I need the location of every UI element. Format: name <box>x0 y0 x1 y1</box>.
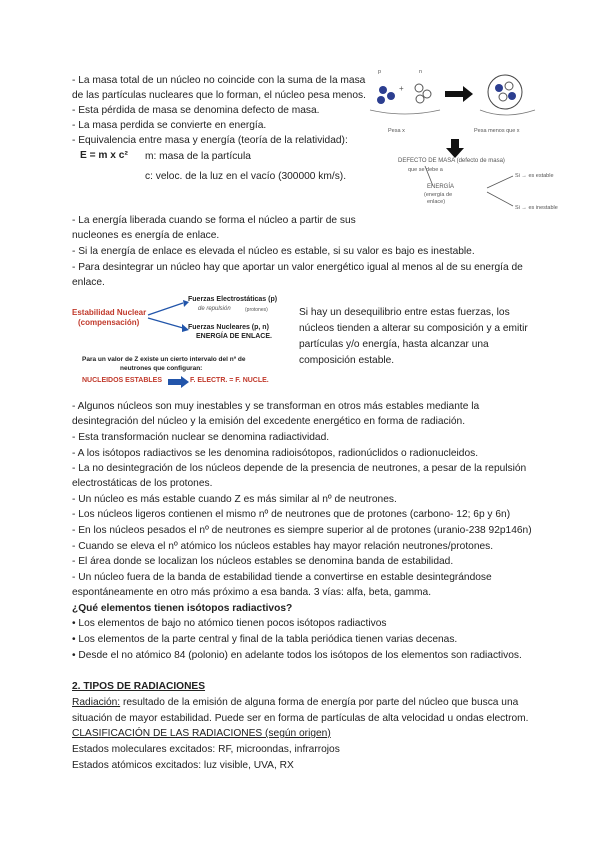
equivalence-arrow <box>168 376 190 388</box>
p-label: p <box>378 69 382 75</box>
body-line-8: - Los núcleos ligeros contienen el mismo nº de neutrones que de protones (carbono- 12; 6p y 6n) <box>72 509 511 520</box>
classification-item-2: Estados atómicos excitados: luz visible, UVA, RX <box>72 760 294 771</box>
proton-dot <box>508 92 516 100</box>
bullet-3: • Desde el no atómico 84 (polonio) en adelante todos los isótopos de los elementos son radiactivos. <box>72 650 522 661</box>
body-line-4: - A los isótopos radiactivos se les denomina radioisótopos, radionúclidos o radionucleidos. <box>72 448 479 459</box>
body-line-6: electrostáticas de los protones. <box>72 478 213 489</box>
neutron-dot <box>416 95 424 103</box>
mass-defect-label: DEFECTO DE MASA (defecto de masa) <box>398 158 505 164</box>
body-line-12: - Un núcleo fuera de la banda de estabilidad tiende a convertirse en estable desintegrándose <box>72 572 492 583</box>
stability-sub: (compensación) <box>78 318 140 327</box>
radiation-def-label: Radiación: <box>72 697 121 708</box>
formula-c-desc: c: veloc. de la luz en el vacío (300000 km/s). <box>145 171 347 182</box>
separate-mass-label: Pesa x <box>388 128 405 134</box>
body-line-5: - La no desintegración de los núcleos depende de la presencia de neutrones, a pesar de la repulsión <box>72 463 527 474</box>
body-line-11: - El área donde se localizan los núcleos estables se denomina banda de estabilidad. <box>72 556 454 567</box>
branch-unstable: Si → es inestable <box>515 205 558 211</box>
neutron-dot <box>423 90 431 98</box>
bracket-left <box>370 110 440 114</box>
stability-desc-2: núcleos tienden a alterar su composición y a emitir <box>299 323 528 334</box>
force-electrostatic: Fuerzas Electrostáticas (p) <box>188 296 278 303</box>
bullet-2: • Los elementos de la parte central y final de la tabla periódica tienen varias decenas. <box>72 634 458 645</box>
force-electrostatic-note: de repulsión <box>198 306 231 312</box>
plus-sign: + <box>399 84 404 93</box>
mass-defect-note: que se debe a <box>408 167 443 173</box>
proton-dot <box>379 86 387 94</box>
intro-line-3: - Esta pérdida de masa se denomina defecto de masa. <box>72 105 320 116</box>
bracket-right <box>480 110 535 115</box>
stability-desc-4: composición estable. <box>299 355 395 366</box>
stability-desc-1: Si hay un desequilibrio entre estas fuerzas, los <box>299 307 510 318</box>
stability-note-2: neutrones que configuran: <box>120 365 203 372</box>
arrow-line <box>487 192 513 206</box>
intro-line-5: - Equivalencia entre masa y energía (teoría de la relatividad): <box>72 135 348 146</box>
stability-title: Estabilidad Nuclear <box>72 308 147 317</box>
arrow-up-line <box>148 303 183 315</box>
nucleus-mass-label: Pesa menos que x <box>474 128 520 134</box>
energy-line-2: nucleones es energía de enlace. <box>72 230 220 241</box>
energy-sub-2: enlace) <box>427 199 446 205</box>
energy-sub-1: (energía de <box>424 192 453 198</box>
force-electrostatic-note-2: (protones) <box>245 307 268 313</box>
classification-heading: CLASIFICACIÓN DE LAS RADIACIONES (según origen) <box>72 728 331 739</box>
radiation-def-line-1 <box>72 696 518 710</box>
stability-arrows <box>145 298 190 338</box>
formula-m-desc: m: masa de la partícula <box>145 151 251 162</box>
n-label: n <box>419 69 423 75</box>
force-balance: F. ELECTR. = F. NUCLE. <box>190 377 269 384</box>
section-2-title: 2. TIPOS DE RADIACIONES <box>72 681 206 692</box>
right-arrow-icon <box>445 86 473 102</box>
neutron-dot <box>499 93 507 101</box>
neutron-dot <box>505 82 513 90</box>
right-arrow-icon <box>168 376 189 388</box>
classification-item-1: Estados moleculares excitados: RF, microondas, infrarrojos <box>72 744 340 755</box>
radiation-def-line-2: situación de mayor estabilidad. Puede ser en forma de partículas de alta velocidad u ondas electrom. <box>72 713 529 724</box>
energy-line-1: - La energía liberada cuando se forma el núcleo a partir de sus <box>72 215 356 226</box>
question-heading: ¿Qué elementos tienen isótopos radiactivos? <box>72 603 293 614</box>
branch-stable: Si → es estable <box>515 173 554 179</box>
body-line-10: - Cuando se eleva el nº atómico los núcleos estables hay mayor relación neutrones/protones. <box>72 541 494 552</box>
mass-defect-diagram <box>365 66 545 226</box>
energy-line-3: - Si la energía de enlace es elevada el núcleo es estable, si su valor es bajo es inestable. <box>72 246 475 257</box>
body-line-2: desintegración del núcleo y la emisión del excedente energético en forma de radiación. <box>72 416 466 427</box>
stability-desc-3: partículas y/o energía, hasta alcanzar una <box>299 339 489 350</box>
intro-line-2: de las partículas nucleares que lo forman, el núcleo pesa menos. <box>72 90 366 101</box>
body-line-7: - Un núcleo es más estable cuando Z es más similar al nº de neutrones. <box>72 494 397 505</box>
formula: E = m x c² <box>80 150 128 161</box>
body-line-3: - Esta transformación nuclear se denomina radiactividad. <box>72 432 330 443</box>
stable-nuclides: NUCLEIDOS ESTABLES <box>82 377 162 384</box>
body-line-9: - En los núcleos pesados el nº de neutrones es siempre superior al de protones (uranio-238 92p146n) <box>72 525 532 536</box>
body-line-1: - Algunos núcleos son muy inestables y se transforman en otros más estables mediante la <box>72 401 480 412</box>
proton-dot <box>387 92 395 100</box>
arrow-line <box>487 176 513 188</box>
energy-line-5: enlace. <box>72 277 105 288</box>
stability-note-1: Para un valor de Z existe un cierto intervalo del nº de <box>82 356 246 363</box>
force-nuclear-sub: ENERGÍA DE ENLACE. <box>196 333 272 340</box>
intro-line-4: - La masa perdida se convierte en energía. <box>72 120 267 131</box>
force-nuclear: Fuerzas Nucleares (p, n) <box>188 324 269 331</box>
neutron-dot <box>415 84 423 92</box>
arrow-down-line <box>148 318 183 328</box>
energy-line-4: - Para desintegrar un núcleo hay que aportar un valor energético igual al menos al de su energía de <box>72 262 523 273</box>
radiation-def-text: resultado de la emisión de alguna forma de energía por parte del núcleo que busca una <box>120 697 519 708</box>
proton-dot <box>495 84 503 92</box>
energy-label: ENERGÍA <box>427 184 455 190</box>
body-line-13: espontáneamente en otro más próximo a esa banda. 3 vías: alfa, beta, gamma. <box>72 587 432 598</box>
intro-line-1: - La masa total de un núcleo no coincide con la suma de la masa <box>72 75 366 86</box>
proton-dot <box>377 96 385 104</box>
bullet-1: • Los elementos de bajo no atómico tienen pocos isótopos radiactivos <box>72 618 387 629</box>
down-arrow-icon <box>446 139 464 158</box>
nucleus-circle <box>488 75 522 109</box>
